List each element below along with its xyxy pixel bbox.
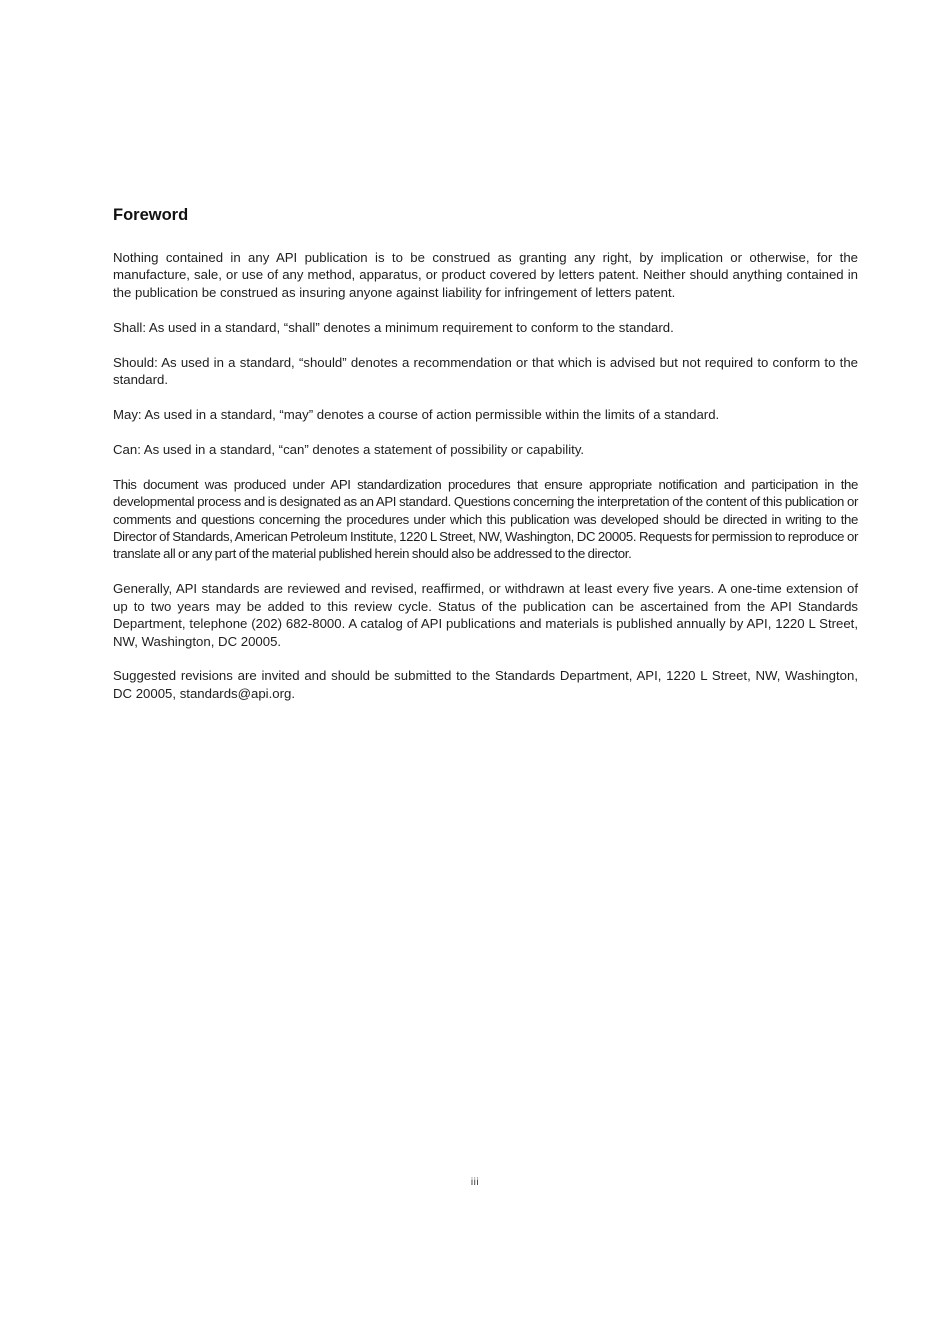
page-number: iii bbox=[470, 1177, 480, 1188]
paragraph-suggested-revisions: Suggested revisions are invited and should be submitted to the Standards Department, API, 1220 L Street, NW, Washington, DC 20005, standards@api.org. bbox=[113, 668, 858, 701]
paragraph-review-cycle: Generally, API standards are reviewed and revised, reaffirmed, or withdrawn at least every five years. A one-time extension of up to two years may be added to this review cycle. Status of the publication can be ascertained from the API Standards Department, telephone (202) 682-8000. A catalog of API publications and materials is published annually by API, 1220 L Street, NW, Washington, DC 20005. bbox=[113, 581, 858, 649]
paragraph-should-definition: Should: As used in a standard, “should” denotes a recommendation or that which is advised but not required to conform to the standard. bbox=[113, 354, 858, 388]
page-title: Foreword bbox=[113, 206, 189, 224]
paragraph-standardization-procedures: This document was produced under API standardization procedures that ensure appropriate notification and participation in the developmental process and is designated as an API standard. Questions concerning the interpretation of the content of this publication or comments and questions concerning the procedures under which this publication was developed should be directed in writing to the Director of Standards, American Petroleum Institute, 1220 L Street, NW, Washington, DC 20005. Requests for permission to reproduce or translate all or any part of the material published herein should also be addressed to the director. bbox=[113, 476, 858, 562]
foreword-body bbox=[113, 249, 858, 720]
paragraph-patent-disclaimer: Nothing contained in any API publication is to be construed as granting any right, by implication or otherwise, for the manufacture, sale, or use of any method, apparatus, or product covered by letters patent. Neither should anything contained in the publication be construed as insuring anyone against liability for infringement of letters patent. bbox=[113, 250, 858, 300]
paragraph-can-definition: Can: As used in a standard, “can” denotes a statement of possibility or capability. bbox=[113, 441, 585, 457]
paragraph-shall-definition: Shall: As used in a standard, “shall” denotes a minimum requirement to conform to the standard. bbox=[113, 319, 674, 335]
paragraph-may-definition: May: As used in a standard, “may” denotes a course of action permissible within the limits of a standard. bbox=[113, 406, 720, 422]
